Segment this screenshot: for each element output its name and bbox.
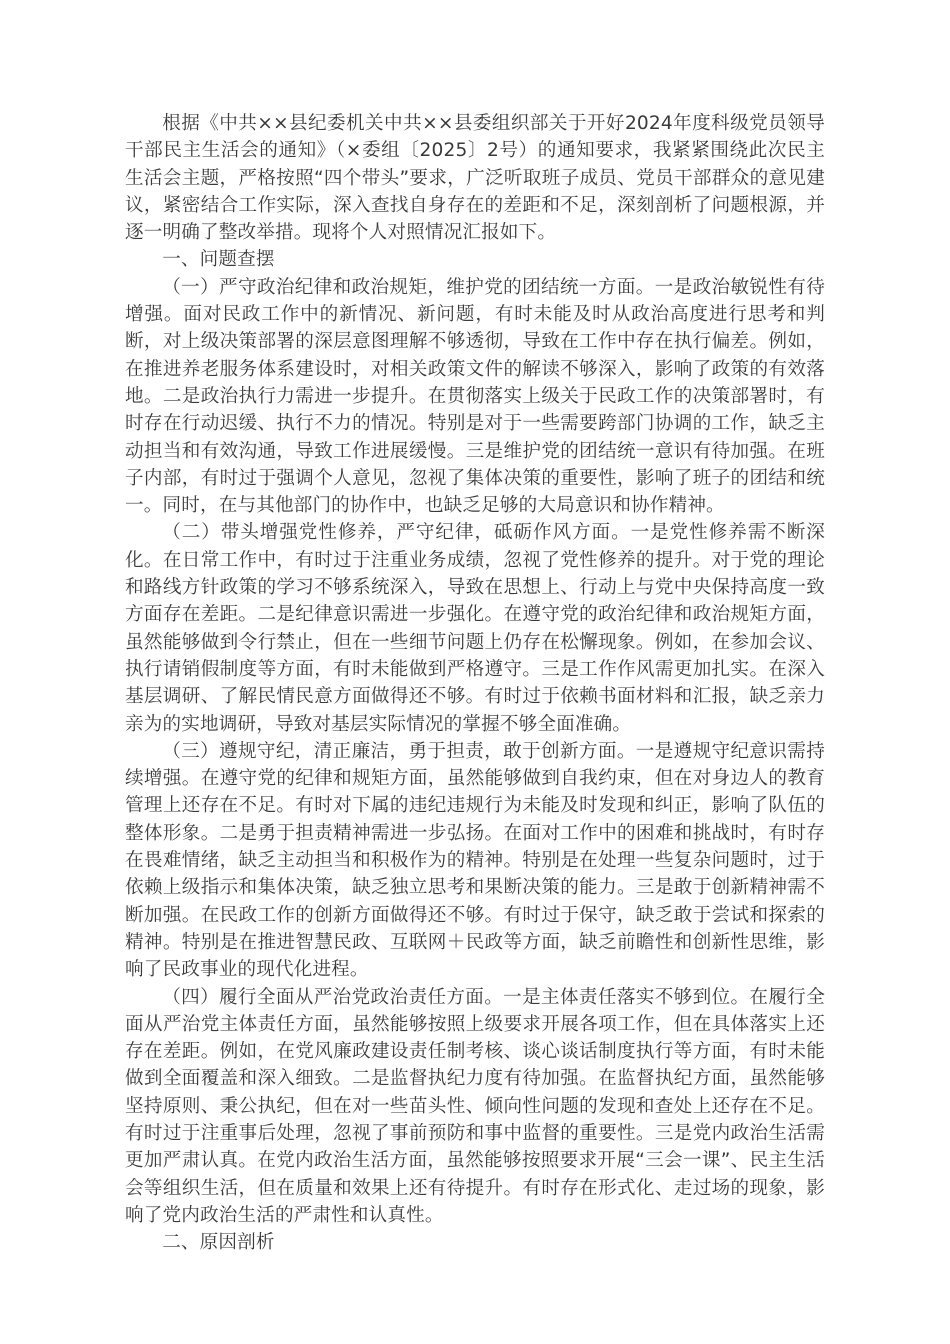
heading-section-two: 二、原因剖析 — [162, 1232, 275, 1254]
heading-section-one: 一、问题查摆 — [162, 249, 275, 271]
paragraph-section-one-item-two: （二）带头增强党性修养，严守纪律，砥砺作风方面。一是党性修养需不断深化。在日常工作中，有时过于注重业务成绩，忽视了党性修养的提升。对于党的理论和路线方针政策的学习不够系统深入，导致在思想上、行动上与党中央保持高度一致方面存在差距。二是纪律意识需进一步强化。在遵守党的政治纪律和政治规矩方面，虽然能够做到令行禁止，但在一些细节问题上仍存在松懈现象。例如，在参加会议、执行请销假制度等方面，有时未能做到严格遵守。三是工作作风需更加扎实。在深入基层调研、了解民情民意方面做得还不够。有时过于依赖书面材料和汇报，缺乏亲力亲为的实地调研，导致对基层实际情况的掌握不够全面准确。 — [125, 522, 825, 735]
paragraph-section-one-item-one: （一）严守政治纪律和政治规矩，维护党的团结统一方面。一是政治敏锐性有待增强。面对民政工作中的新情况、新问题，有时未能及时从政治高度进行思考和判断，对上级决策部署的深层意图理解不够透彻，导致在工作中存在执行偏差。例如，在推进养老服务体系建设时，对相关政策文件的解读不够深入，影响了政策的有效落地。二是政治执行力需进一步提升。在贯彻落实上级关于民政工作的决策部署时，有时存在行动迟缓、执行不力的情况。特别是对于一些需要跨部门协调的工作，缺乏主动担当和有效沟通，导致工作进展缓慢。三是维护党的团结统一意识有待加强。在班子内部，有时过于强调个人意见，忽视了集体决策的重要性，影响了班子的团结和统一。同时，在与其他部门的协作中，也缺乏足够的大局意识和协作精神。 — [125, 276, 825, 517]
document-body — [125, 110, 825, 1256]
paragraph-intro: 根据《中共××县纪委机关中共××县委组织部关于开好2024年度科级党员领导干部民主生活会的通知》（×委组〔2025〕2号）的通知要求，我紧紧围绕此次民主生活会主题，严格按照“四个带头”要求，广泛听取班子成员、党员干部群众的意见建议，紧密结合工作实际，深入查找自身存在的差距和不足，深刻剖析了问题根源，并逐一明确了整改举措。现将个人对照情况汇报如下。 — [125, 113, 825, 244]
paragraph-section-one-item-three: （三）遵规守纪，清正廉洁，勇于担责，敢于创新方面。一是遵规守纪意识需持续增强。在遵守党的纪律和规矩方面，虽然能够做到自我约束，但在对身边人的教育管理上还存在不足。有时对下属的违纪违规行为未能及时发现和纠正，影响了队伍的整体形象。二是勇于担责精神需进一步弘扬。在面对工作中的困难和挑战时，有时存在畏难情绪，缺乏主动担当和积极作为的精神。特别是在处理一些复杂问题时，过于依赖上级指示和集体决策，缺乏独立思考和果断决策的能力。三是敢于创新精神需不断加强。在民政工作的创新方面做得还不够。有时过于保守，缺乏敢于尝试和探索的精神。特别是在推进智慧民政、互联网＋民政等方面，缺乏前瞻性和创新性思维，影响了民政事业的现代化进程。 — [125, 740, 825, 981]
paragraph-section-one-item-four: （四）履行全面从严治党政治责任方面。一是主体责任落实不够到位。在履行全面从严治党主体责任方面，虽然能够按照上级要求开展各项工作，但在具体落实上还存在差距。例如，在党风廉政建设责任制考核、谈心谈话制度执行等方面，有时未能做到全面覆盖和深入细致。二是监督执纪力度有待加强。在监督执纪方面，虽然能够坚持原则、秉公执纪，但在对一些苗头性、倾向性问题的发现和查处上还存在不足。有时过于注重事后处理，忽视了事前预防和事中监督的重要性。三是党内政治生活需更加严肃认真。在党内政治生活方面，虽然能够按照要求开展“三会一课”、民主生活会等组织生活，但在质量和效果上还有待提升。有时存在形式化、走过场的现象，影响了党内政治生活的严肃性和认真性。 — [125, 986, 825, 1226]
